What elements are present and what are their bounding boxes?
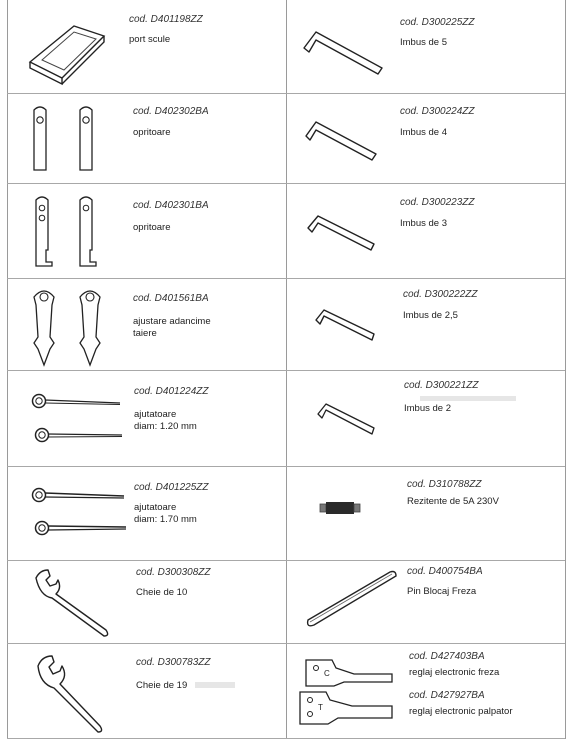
row-separator	[7, 93, 565, 94]
open-wrench-icon	[36, 654, 112, 732]
part-code: cod. D300224ZZ	[400, 106, 475, 117]
part-label: Imbus de 4	[400, 127, 447, 138]
probe-plate-icon	[304, 656, 396, 690]
part-code: cod. D300223ZZ	[400, 197, 475, 208]
row-separator	[7, 466, 565, 467]
eye-pin-icon	[30, 486, 130, 542]
part-label: reglaj electronic freza	[409, 667, 500, 678]
locking-pin-icon	[304, 568, 400, 628]
part-code: cod. D300221ZZ	[404, 380, 479, 391]
part-code: cod. D427403BA	[409, 651, 485, 662]
part-code: cod. D401225ZZ	[134, 482, 209, 493]
row-separator	[7, 183, 565, 184]
hex-key-icon	[312, 304, 378, 340]
stopper-plates-icon	[30, 104, 100, 174]
part-label: Cheie de 19	[136, 680, 188, 691]
part-code: cod. D402301BA	[133, 200, 209, 211]
part-code: cod. D300222ZZ	[403, 289, 478, 300]
part-label: reglaj electronic palpator	[409, 706, 513, 717]
part-label: Pin Blocaj Freza	[407, 586, 477, 597]
part-label: taiere	[133, 328, 157, 339]
fuse-icon	[320, 500, 360, 516]
row-separator	[7, 560, 565, 561]
part-label: Imbus de 3	[400, 218, 447, 229]
row-separator	[7, 278, 565, 279]
eye-pin-icon	[30, 392, 126, 448]
part-label: port scule	[129, 34, 171, 45]
part-code: cod. D402302BA	[133, 106, 209, 117]
part-label: ajustare adancime	[133, 316, 211, 327]
part-label: ajutatoare	[134, 502, 177, 513]
tool-holder-tray-icon	[22, 18, 112, 88]
part-label: ajutatoare	[134, 409, 177, 420]
part-code: cod. D427927BA	[409, 690, 485, 701]
part-label: opritoare	[133, 222, 171, 233]
part-code: cod. D300225ZZ	[400, 17, 475, 28]
part-label: Rezitente de 5A 230V	[407, 496, 499, 507]
part-code: cod. D300783ZZ	[136, 657, 211, 668]
row-separator	[7, 643, 565, 644]
part-label: diam: 1.20 mm	[134, 421, 197, 432]
part-label: Cheie de 10	[136, 587, 188, 598]
part-label: diam: 1.70 mm	[134, 514, 197, 525]
open-wrench-icon	[34, 568, 114, 638]
part-label: opritoare	[133, 127, 171, 138]
part-label: Imbus de 2,5	[403, 310, 458, 321]
depth-key-icon	[30, 287, 110, 367]
part-code: cod. D300308ZZ	[136, 567, 211, 578]
part-code: cod. D401561BA	[133, 293, 209, 304]
row-separator	[7, 370, 565, 371]
hex-key-icon	[300, 116, 382, 160]
hex-key-icon	[298, 24, 388, 74]
part-code: cod. D400754BA	[407, 566, 483, 577]
hex-key-icon	[304, 210, 378, 250]
hooked-stopper-plates-icon	[32, 194, 102, 270]
probe-plate-icon	[298, 688, 396, 728]
scan-artifact	[420, 396, 516, 401]
part-code: cod. D401198ZZ	[129, 14, 203, 25]
part-code: cod. D310788ZZ	[407, 479, 482, 490]
plate-letter: C	[324, 669, 330, 678]
part-label: Imbus de 2	[404, 403, 451, 414]
part-code: cod. D401224ZZ	[134, 386, 209, 397]
scan-artifact	[195, 682, 235, 688]
part-label: Imbus de 5	[400, 37, 447, 48]
plate-letter: T	[318, 703, 323, 712]
hex-key-icon	[314, 398, 378, 434]
